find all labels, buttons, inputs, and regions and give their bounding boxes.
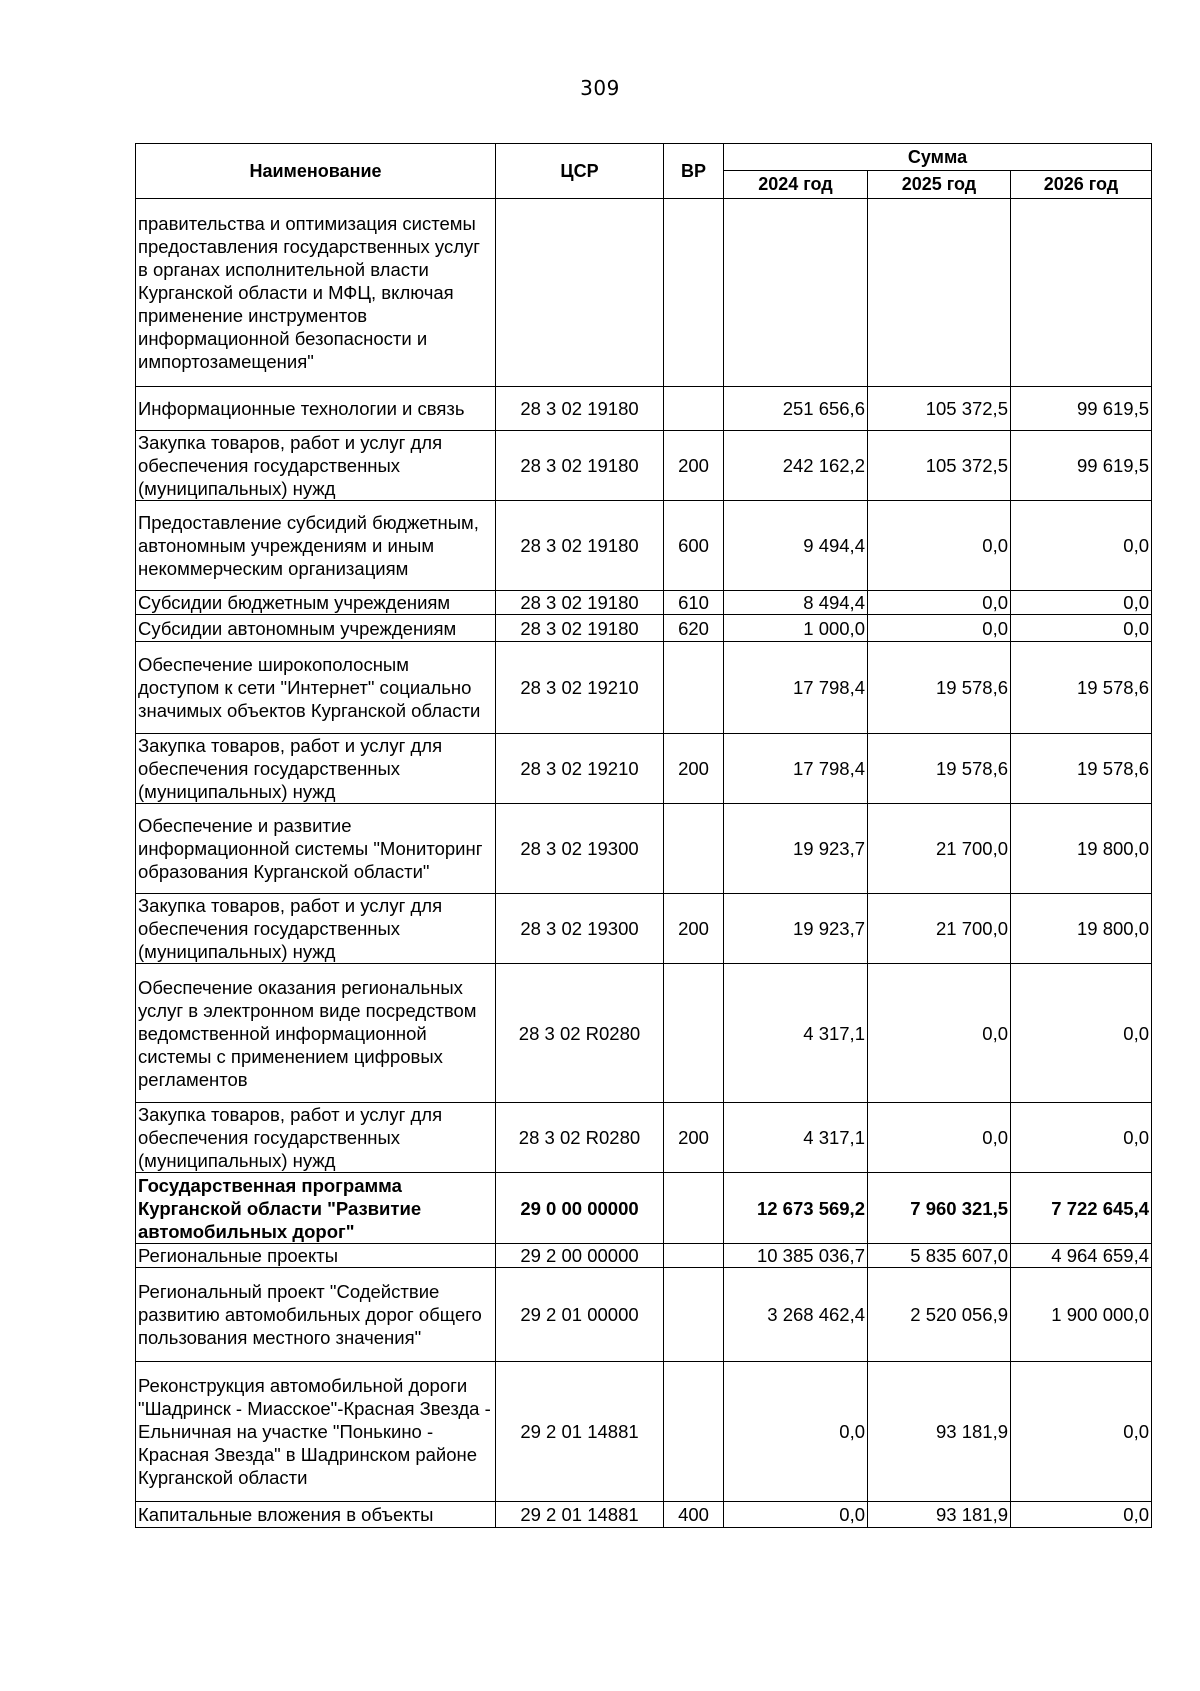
row-vr: 200 bbox=[664, 894, 724, 964]
row-name: Региональные проекты bbox=[136, 1244, 496, 1268]
row-vr bbox=[664, 964, 724, 1103]
row-sum-2026: 99 619,5 bbox=[1011, 387, 1152, 431]
row-sum-2025: 19 578,6 bbox=[868, 734, 1011, 804]
row-name: Реконструкция автомобильной дороги "Шадринск - Миасское"-Красная Звезда - Ельничная на участке "Понькино - Красная Звезда" в Шадринском районе Курганской области bbox=[136, 1362, 496, 1502]
row-sum-2025: 0,0 bbox=[868, 591, 1011, 615]
row-sum-2025: 21 700,0 bbox=[868, 804, 1011, 894]
row-sum-2024: 10 385 036,7 bbox=[724, 1244, 868, 1268]
row-csr: 28 3 02 19180 bbox=[496, 615, 664, 642]
header-name: Наименование bbox=[136, 144, 496, 199]
row-csr: 28 3 02 19180 bbox=[496, 501, 664, 591]
row-vr bbox=[664, 1268, 724, 1362]
row-csr: 28 3 02 R0280 bbox=[496, 1103, 664, 1173]
table-row bbox=[136, 1362, 1152, 1502]
row-name: Закупка товаров, работ и услуг для обеспечения государственных (муниципальных) нужд bbox=[136, 894, 496, 964]
row-sum-2026: 0,0 bbox=[1011, 964, 1152, 1103]
row-sum-2024: 0,0 bbox=[724, 1502, 868, 1528]
row-sum-2024: 251 656,6 bbox=[724, 387, 868, 431]
row-csr: 29 0 00 00000 bbox=[496, 1173, 664, 1244]
row-name: Обеспечение широкополосным доступом к сети "Интернет" социально значимых объектов Курганской области bbox=[136, 642, 496, 734]
table-row bbox=[136, 804, 1152, 894]
table-row bbox=[136, 1173, 1152, 1244]
row-vr bbox=[664, 199, 724, 387]
row-sum-2024: 1 000,0 bbox=[724, 615, 868, 642]
row-name: Государственная программа Курганской области "Развитие автомобильных дорог" bbox=[136, 1173, 496, 1244]
row-sum-2026: 0,0 bbox=[1011, 615, 1152, 642]
row-sum-2026: 0,0 bbox=[1011, 1103, 1152, 1173]
table-row bbox=[136, 615, 1152, 642]
row-sum-2025: 0,0 bbox=[868, 501, 1011, 591]
row-sum-2025: 21 700,0 bbox=[868, 894, 1011, 964]
row-sum-2024: 17 798,4 bbox=[724, 734, 868, 804]
row-sum-2025: 105 372,5 bbox=[868, 387, 1011, 431]
row-csr: 28 3 02 19180 bbox=[496, 387, 664, 431]
row-sum-2024: 0,0 bbox=[724, 1362, 868, 1502]
row-name: Закупка товаров, работ и услуг для обеспечения государственных (муниципальных) нужд bbox=[136, 734, 496, 804]
row-csr: 28 3 02 19180 bbox=[496, 591, 664, 615]
table-row bbox=[136, 501, 1152, 591]
table-row bbox=[136, 199, 1152, 387]
row-sum-2024: 3 268 462,4 bbox=[724, 1268, 868, 1362]
header-csr: ЦСР bbox=[496, 144, 664, 199]
row-sum-2026: 19 578,6 bbox=[1011, 734, 1152, 804]
row-sum-2025: 0,0 bbox=[868, 1103, 1011, 1173]
row-sum-2026: 0,0 bbox=[1011, 501, 1152, 591]
row-vr bbox=[664, 1244, 724, 1268]
row-csr: 28 3 02 R0280 bbox=[496, 964, 664, 1103]
row-sum-2026: 0,0 bbox=[1011, 591, 1152, 615]
row-csr: 29 2 01 14881 bbox=[496, 1362, 664, 1502]
row-sum-2025: 105 372,5 bbox=[868, 431, 1011, 501]
row-csr: 29 2 00 00000 bbox=[496, 1244, 664, 1268]
row-vr: 620 bbox=[664, 615, 724, 642]
table-row bbox=[136, 642, 1152, 734]
row-name: Региональный проект "Содействие развитию автомобильных дорог общего пользования местного значения" bbox=[136, 1268, 496, 1362]
row-name: Информационные технологии и связь bbox=[136, 387, 496, 431]
row-sum-2024: 12 673 569,2 bbox=[724, 1173, 868, 1244]
row-sum-2026 bbox=[1011, 199, 1152, 387]
row-sum-2026: 7 722 645,4 bbox=[1011, 1173, 1152, 1244]
budget-table bbox=[135, 143, 1152, 1528]
header-year-2026: 2026 год bbox=[1011, 171, 1152, 199]
row-sum-2026: 4 964 659,4 bbox=[1011, 1244, 1152, 1268]
table-row bbox=[136, 964, 1152, 1103]
table-row bbox=[136, 734, 1152, 804]
row-sum-2025: 2 520 056,9 bbox=[868, 1268, 1011, 1362]
row-sum-2026: 0,0 bbox=[1011, 1362, 1152, 1502]
row-sum-2025: 7 960 321,5 bbox=[868, 1173, 1011, 1244]
table-row bbox=[136, 591, 1152, 615]
row-sum-2024: 4 317,1 bbox=[724, 964, 868, 1103]
row-sum-2024: 19 923,7 bbox=[724, 894, 868, 964]
row-name: Закупка товаров, работ и услуг для обеспечения государственных (муниципальных) нужд bbox=[136, 431, 496, 501]
row-csr: 29 2 01 00000 bbox=[496, 1268, 664, 1362]
row-sum-2026: 19 800,0 bbox=[1011, 804, 1152, 894]
row-vr: 200 bbox=[664, 734, 724, 804]
row-name: правительства и оптимизация системы предоставления государственных услуг в органах исполнительной власти Курганской области и МФЦ, включая применение инструментов информационной безопасности и импортозамещения" bbox=[136, 199, 496, 387]
row-vr bbox=[664, 1362, 724, 1502]
row-sum-2025: 0,0 bbox=[868, 615, 1011, 642]
row-sum-2024: 4 317,1 bbox=[724, 1103, 868, 1173]
table-row bbox=[136, 1502, 1152, 1528]
row-name: Обеспечение и развитие информационной системы "Мониторинг образования Курганской области" bbox=[136, 804, 496, 894]
header-year-2025: 2025 год bbox=[868, 171, 1011, 199]
row-name: Капитальные вложения в объекты bbox=[136, 1502, 496, 1528]
row-csr: 28 3 02 19210 bbox=[496, 734, 664, 804]
row-vr: 200 bbox=[664, 1103, 724, 1173]
row-csr: 28 3 02 19300 bbox=[496, 894, 664, 964]
row-sum-2026: 1 900 000,0 bbox=[1011, 1268, 1152, 1362]
header-year-2024: 2024 год bbox=[724, 171, 868, 199]
row-sum-2024 bbox=[724, 199, 868, 387]
table-row bbox=[136, 431, 1152, 501]
row-csr: 28 3 02 19300 bbox=[496, 804, 664, 894]
row-vr: 200 bbox=[664, 431, 724, 501]
row-sum-2025: 93 181,9 bbox=[868, 1362, 1011, 1502]
row-name: Предоставление субсидий бюджетным, автономным учреждениям и иным некоммерческим организациям bbox=[136, 501, 496, 591]
row-sum-2025 bbox=[868, 199, 1011, 387]
row-vr: 610 bbox=[664, 591, 724, 615]
row-vr bbox=[664, 804, 724, 894]
header-sum: Сумма bbox=[724, 144, 1152, 171]
row-sum-2025: 93 181,9 bbox=[868, 1502, 1011, 1528]
table-header bbox=[136, 144, 1152, 199]
row-name: Субсидии автономным учреждениям bbox=[136, 615, 496, 642]
row-sum-2026: 19 800,0 bbox=[1011, 894, 1152, 964]
row-name: Субсидии бюджетным учреждениям bbox=[136, 591, 496, 615]
table-row bbox=[136, 1103, 1152, 1173]
row-name: Закупка товаров, работ и услуг для обеспечения государственных (муниципальных) нужд bbox=[136, 1103, 496, 1173]
row-sum-2026: 99 619,5 bbox=[1011, 431, 1152, 501]
row-sum-2026: 19 578,6 bbox=[1011, 642, 1152, 734]
row-vr bbox=[664, 642, 724, 734]
row-csr: 28 3 02 19210 bbox=[496, 642, 664, 734]
table-row bbox=[136, 387, 1152, 431]
row-sum-2025: 5 835 607,0 bbox=[868, 1244, 1011, 1268]
row-sum-2024: 9 494,4 bbox=[724, 501, 868, 591]
row-csr bbox=[496, 199, 664, 387]
header-vr: ВР bbox=[664, 144, 724, 199]
table-row bbox=[136, 1268, 1152, 1362]
row-vr: 600 bbox=[664, 501, 724, 591]
row-csr: 29 2 01 14881 bbox=[496, 1502, 664, 1528]
table-body bbox=[136, 199, 1152, 1528]
row-vr bbox=[664, 1173, 724, 1244]
table-row bbox=[136, 894, 1152, 964]
row-sum-2026: 0,0 bbox=[1011, 1502, 1152, 1528]
table-row bbox=[136, 1244, 1152, 1268]
row-vr: 400 bbox=[664, 1502, 724, 1528]
row-sum-2024: 242 162,2 bbox=[724, 431, 868, 501]
row-name: Обеспечение оказания региональных услуг в электронном виде посредством ведомственной информационной системы с применением цифровых регламентов bbox=[136, 964, 496, 1103]
row-vr bbox=[664, 387, 724, 431]
row-sum-2024: 17 798,4 bbox=[724, 642, 868, 734]
page-number: 309 bbox=[580, 76, 620, 100]
row-sum-2025: 19 578,6 bbox=[868, 642, 1011, 734]
row-csr: 28 3 02 19180 bbox=[496, 431, 664, 501]
row-sum-2025: 0,0 bbox=[868, 964, 1011, 1103]
row-sum-2024: 8 494,4 bbox=[724, 591, 868, 615]
row-sum-2024: 19 923,7 bbox=[724, 804, 868, 894]
